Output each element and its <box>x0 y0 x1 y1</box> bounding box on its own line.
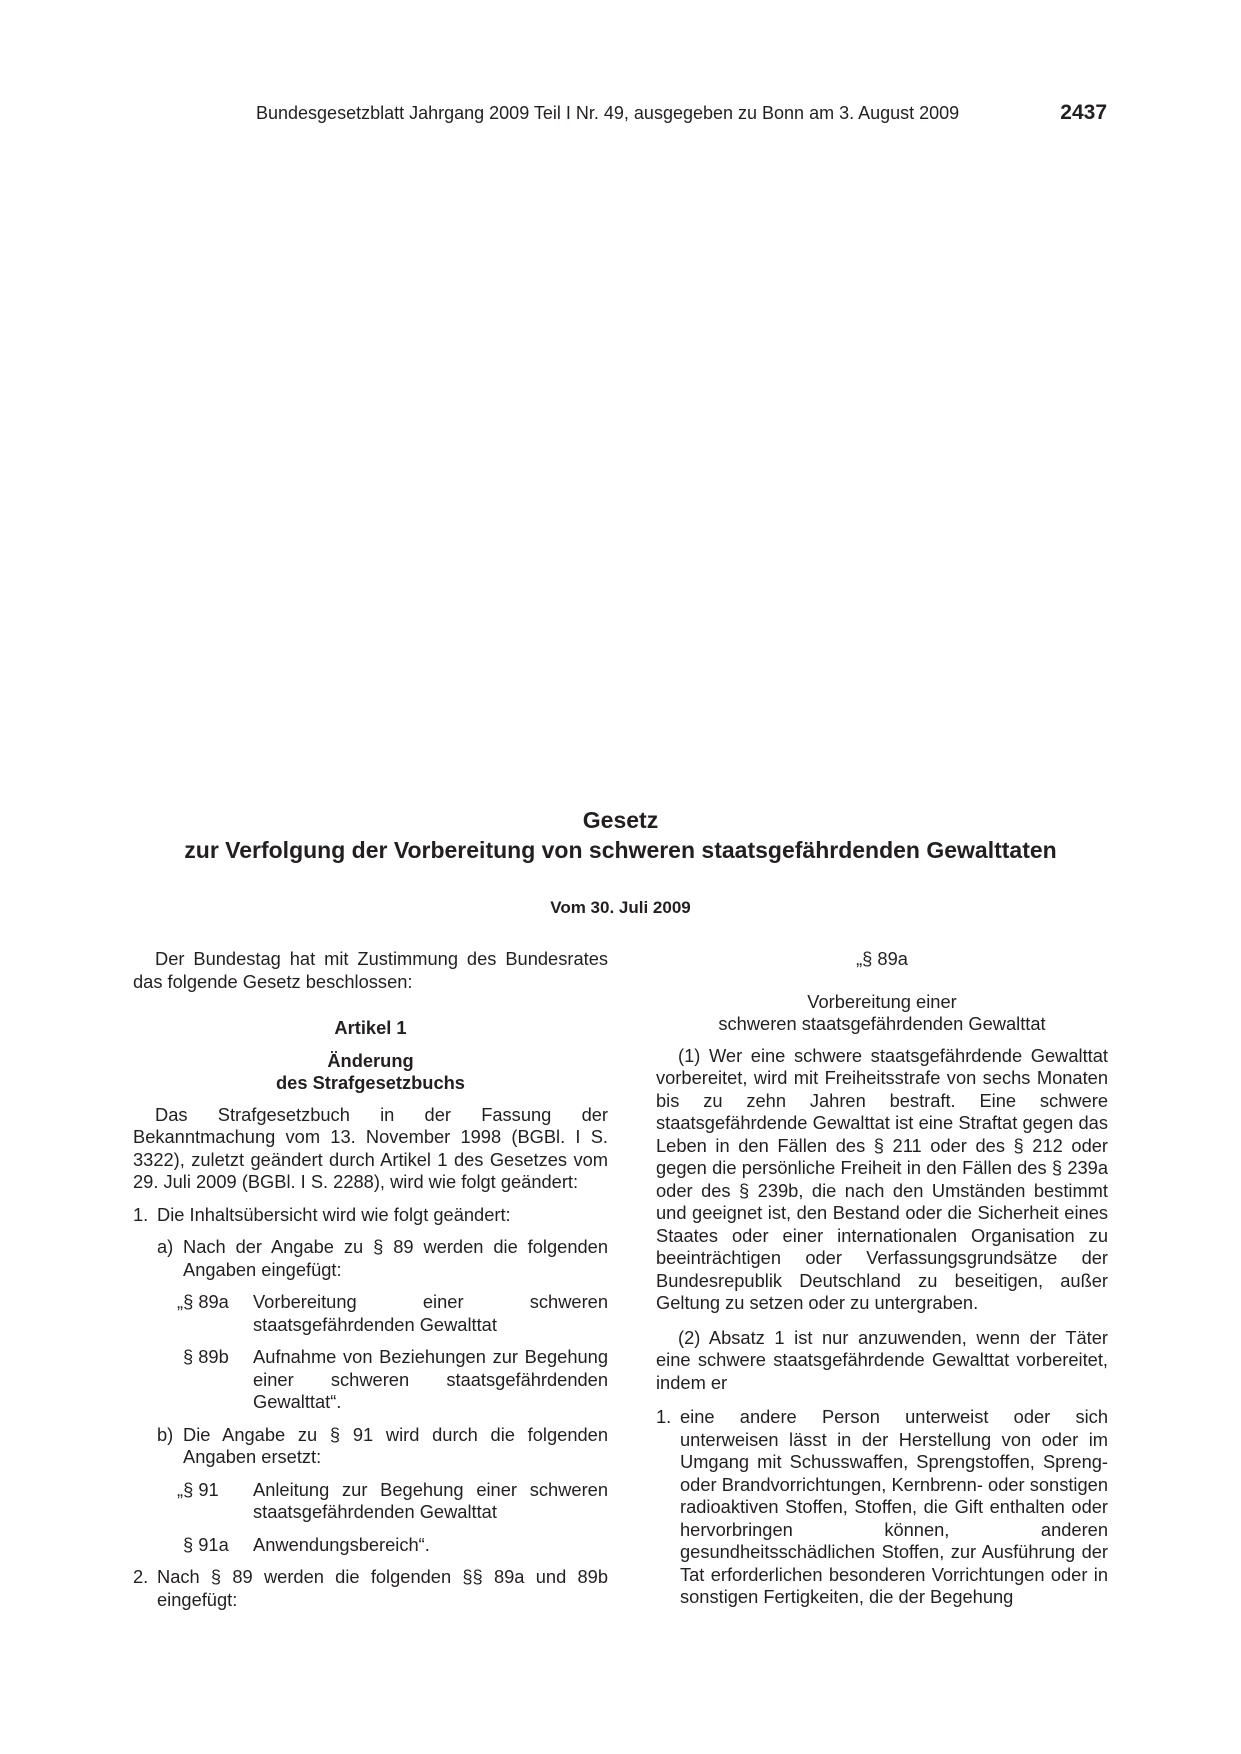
list-item-text: eine andere Person unterweist oder sich unterweisen lässt in der Herstellung von oder im Umgang mit Schusswaffen, Sprengstoffen, Spreng- oder Brandvorrichtungen, Kernbrenn- oder sonstigen radioaktiven Stoffen, Stoffen, die Gift enthalten oder hervorbringen können, anderen gesundheitsschädlichen Stoffen, zur Ausführung der Tat erforderlichen besonderen Vorrichtungen oder in sonstigen Fertigkeiten, die der Begehung <box>680 1406 1108 1607</box>
left-column <box>133 948 608 1611</box>
list-item-letter: a) <box>157 1236 174 1257</box>
list-item-text: Die Angabe zu § 91 wird durch die folgenden Angaben ersetzt: <box>183 1423 608 1467</box>
list-item-letter: b) <box>157 1423 174 1445</box>
list-item-1 <box>133 1204 608 1227</box>
list-item-text: Die Inhaltsübersicht wird wie folgt geändert: <box>157 1203 511 1225</box>
list-item-2 <box>133 1566 608 1611</box>
running-title: Bundesgesetzblatt Jahrgang 2009 Teil I Nr. 49, ausgegeben zu Bonn am 3. August 2009 <box>256 103 960 123</box>
article-title-line-1: Änderung <box>327 1049 414 1071</box>
toc-entry-89b <box>133 1346 608 1414</box>
page-number: 2437 <box>1060 101 1107 124</box>
article-title-line-2: des Strafgesetzbuchs <box>276 1072 465 1093</box>
list-item-number: 1. <box>656 1406 672 1427</box>
list-item-number: 2. <box>133 1566 149 1587</box>
toc-entry-text: Anleitung zur Begehung einer schweren staatsgefährdenden Gewalttat <box>253 1478 608 1522</box>
list-item-text: Nach § 89 werden die folgenden §§ 89a und 89b eingefügt: <box>157 1566 608 1610</box>
law-title-line-2: zur Verfolgung der Vorbereitung von schweren staatsgefährdenden Gewalttaten <box>184 837 1057 863</box>
right-column <box>656 948 1108 1609</box>
toc-entry-text: Aufnahme von Beziehungen zur Begehung einer schweren staatsgefährdenden Gewalttat“. <box>253 1346 608 1412</box>
toc-entry-number: „§ 91 <box>177 1478 219 1500</box>
law-title-block <box>120 805 1121 918</box>
list-item-1b <box>133 1424 608 1469</box>
paragraph-1: (1) Wer eine schwere staatsgefährdende Gewalttat vorbereitet, wird mit Freiheitsstrafe von sechs Monaten bis zu zehn Jahren bestraft. Eine schwere staatsgefährdende Gewalttat ist eine Straftat gegen das Leben in den Fällen des § 211 oder des § 212 oder gegen die persönliche Freiheit in den Fällen des § 239a oder des § 239b, die nach den Umständen bestimmt und geeignet ist, den Bestand oder die Sicherheit eines Staates oder einer internationalen Organisation zu beeinträchtigen oder Verfassungsgrundsätze der Bundesrepublik Deutschland zu beseitigen, außer Geltung zu setzen oder zu untergraben. <box>656 1044 1108 1313</box>
paragraph-2: (2) Absatz 1 ist nur anzuwenden, wenn der Täter eine schwere staatsgefährdende Gewalttat vorbereitet, indem er <box>656 1326 1108 1393</box>
toc-entry-number: § 91a <box>183 1533 229 1555</box>
list-item-1a <box>133 1236 608 1281</box>
paragraph-2-item-1 <box>656 1406 1108 1609</box>
law-title-line-1: Gesetz <box>582 807 659 833</box>
toc-entry-91a <box>133 1534 608 1557</box>
law-date: Vom 30. Juli 2009 <box>550 898 691 917</box>
section-title-line-2: schweren staatsgefährdenden Gewalttat <box>718 1013 1046 1034</box>
section-title-line-1: Vorbereitung einer <box>807 990 957 1012</box>
toc-entry-text: Vorbereitung einer schweren staatsgefährdenden Gewalttat <box>253 1291 608 1335</box>
toc-entry-text: Anwendungsbereich“. <box>253 1533 430 1555</box>
running-header <box>256 101 1107 127</box>
article-label: Artikel 1 <box>334 1017 407 1038</box>
list-item-number: 1. <box>133 1203 149 1225</box>
toc-entry-89a <box>133 1291 608 1336</box>
section-label: „§ 89a <box>856 948 908 969</box>
toc-entry-number: § 89b <box>183 1346 229 1367</box>
preamble: Der Bundestag hat mit Zustimmung des Bundesrates das folgende Gesetz beschlossen: <box>133 948 608 992</box>
list-item-text: Nach der Angabe zu § 89 werden die folgenden Angaben eingefügt: <box>183 1236 608 1280</box>
toc-entry-number: „§ 89a <box>177 1291 229 1312</box>
article-intro: Das Strafgesetzbuch in der Fassung der Bekanntmachung vom 13. November 1998 (BGBl. I S. 3322), zuletzt geändert durch Artikel 1 des Gesetzes vom 29. Juli 2009 (BGBl. I S. 2288), wird wie folgt geändert: <box>133 1103 608 1192</box>
toc-entry-91 <box>133 1479 608 1524</box>
